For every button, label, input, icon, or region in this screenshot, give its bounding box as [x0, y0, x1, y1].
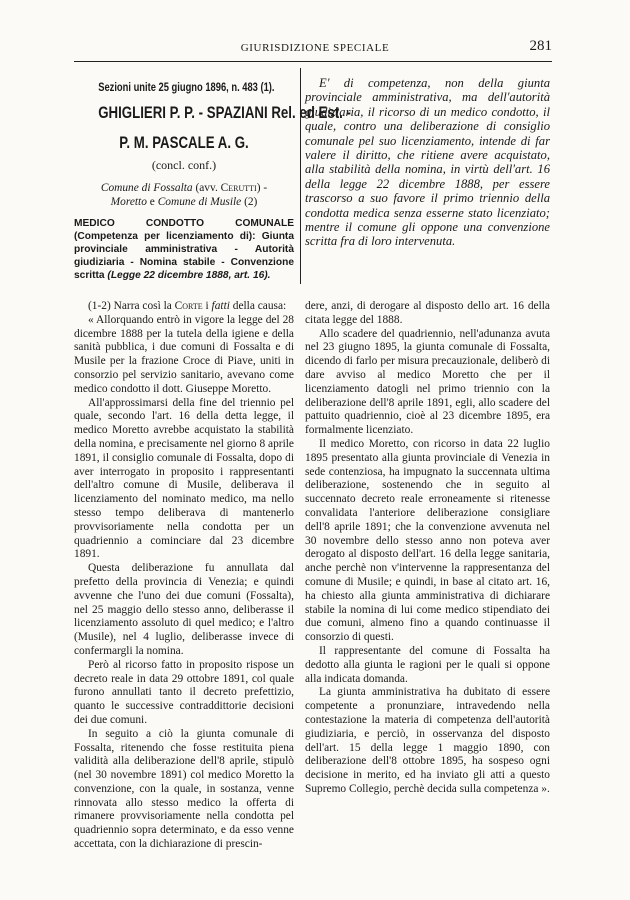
legal-principle	[305, 76, 550, 249]
parties-line-2: P. M. PASCALE A. G.	[119, 133, 249, 152]
paragraph: Il rappresentante del comune di Fossalta ha dedotto alla giunta le ragioni per le quali si oppone alla indicata domanda.	[305, 644, 550, 685]
parties-line-1: GHIGLIERI P. P. - SPAZIANI Rel. ed Est. -	[98, 103, 351, 122]
party-fossalta: Comune di Fossalta	[100, 182, 193, 194]
intro-court: Corte	[174, 300, 203, 312]
intro-open: (1-2) Narra così la	[88, 300, 175, 312]
counsel-name: Cerutti	[220, 182, 257, 194]
massima-text: MEDICO CONDOTTO COMUNALE (Competenza per licenziamento di): Giunta provinciale amministrativa - Autorità giudiziaria - Nomina stabile - Convenzione scritta	[74, 218, 294, 281]
header-rule	[74, 61, 552, 62]
litigants	[74, 181, 294, 209]
paragraph: In seguito a ciò la giunta comunale di Fossalta, ritenendo che fosse restituita piena validità alla deliberazione dell'8 aprile, stipulò (nel 30 novembre 1891) col medico Moretto la convenzione, con la quale, in sostanza, venne rinnovata allo stesso medico la offerta di rimanere provvisoriamente nella condotta pel quadriennio sopra determinato, e da esso venne accettata, con la dichiarazione di prescin-	[74, 727, 294, 851]
intro-mid: i	[202, 300, 212, 312]
massima	[74, 217, 294, 282]
column-divider	[300, 68, 301, 284]
intro-fatti: fatti	[211, 300, 230, 312]
party-moretto: Moretto	[110, 196, 147, 208]
court-line: Sezioni unite 25 giugno 1896, n. 483 (1).	[98, 80, 275, 94]
intro-close: della causa:	[229, 300, 287, 312]
paragraph: Però al ricorso fatto in proposito rispose un decreto reale in data 29 ottobre 1891, col quale furono annullati tanto il decreto prefettizio, quanto le successive contraddittorie decisioni dei due comuni.	[74, 658, 294, 726]
paragraph: Il medico Moretto, con ricorso in data 22 luglio 1895 presentato alla giunta provinciale di Venezia in sede contenziosa, ha impugnato la succennata ultima deliberazione, sostenendo che in seguito al succennato decreto reale erroneamente si ritenesse convalidata l'anteriore deliberazione consigliare dell'8 aprile 1891; che la convenzione avvenuta nel 30 novembre dello stesso anno non poteva aver derogato al disposto dell'art. 16 della legge sanitaria, anche perchè non v'intervenne la rappresentanza del comune di Musile; e quindi, in base al citato art. 16, ha chiesto alla giunta amministrativa di dichiarare stabile la nomina di lui come medico stipendiato dei due comuni, almeno fino a quando continuasse il consorzio di questi.	[305, 437, 550, 644]
paragraph: Questa deliberazione fu annullata dal prefetto della provincia di Venezia; e quindi avvenne che l'uno dei due comuni (Fossalta), nel 25 maggio dello stesso anno, deliberasse il licenziamento assoluto di quel medico; e l'altro (Musile), nel 4 luglio, deliberasse invece di confermargli la nomina.	[74, 562, 294, 657]
party-connector: e	[146, 196, 158, 208]
paragraph: Allo scadere del quadriennio, nell'adunanza avuta nel 23 giugno 1895, la giunta comunale di Fossalta, dicendo di farlo per misura precauzionale, deliberò di dare avviso al medico Moretto che per il licenziamento datogli nel primo triennio con la deliberazione dell'8 aprile 1891, egli, allo scadere del pattuito quadriennio, cioè al 23 dicembre 1895, era formalmente licenziato.	[305, 327, 550, 437]
decision-heading	[74, 76, 351, 282]
body-column-left	[74, 300, 294, 852]
paragraph: All'approssimarsi della fine del triennio pel quale, secondo l'art. 16 della detta legge, il medico Moretto avrebbe acquistato la stabilità della nomina, e precisamente nel giorno 8 aprile 1891, il consiglio comunale di Fossalta, dopo di aver interrogato in proposito i rappresentanti dell'altro comune di Musile, deliberava il licenziamento del nominato medico, ma nello stesso tempo deliberava di mantenerlo provvisoriamente nella condotta per un quadriennio a cominciare dal 23 dicembre 1891.	[74, 396, 294, 561]
counsel-close: ) -	[256, 182, 268, 194]
continued-paragraph: dere, anzi, di derogare al disposto dello art. 16 della citata legge del 1888.	[305, 300, 550, 326]
counsel-open: (avv.	[192, 182, 221, 194]
footnote-ref: (2)	[241, 196, 258, 208]
page-number: 281	[529, 38, 552, 54]
body-column-right	[305, 300, 550, 797]
massima-law-ref: (Legge 22 dicembre 1888, art. 16).	[107, 270, 271, 281]
principle-text: E' di competenza, non della giunta provinciale amministrativa, ma dell'autorità giudiziaria, il ricorso di un medico condotto, il quale, contro una deliberazione di consiglio comunale pel suo licenziamento, intende di far valere il diritto, che ritiene avere acquistato, alla stabilità della nomina, in virtù dell'art. 16 della legge 22 dicembre 1888, per essere trascorso a suo favore il primo triennio della condotta medica senza esserne stato licenziato; mentre il comune gli oppone una convenzione scritta fra di loro intervenuta.	[305, 76, 550, 249]
paragraph: La giunta amministrativa ha dubitato di essere competente a pronunziare, intravedendo nella contestazione la materia di competenza dell'autorità giudiziaria, e perciò, in osservanza del disposto dell'art. 15 della legge 1 maggio 1890, con deliberazione dell'8 ottobre 1895, ha sospeso ogni decisione in merito, ed ha inviato gli atti a questo Supremo Collegio, perchè decida sulla competenza ».	[305, 686, 550, 795]
conclusion-note: (concl. conf.)	[151, 158, 217, 172]
intro-paragraph	[74, 300, 294, 314]
paragraph: « Allorquando entrò in vigore la legge del 28 dicembre 1888 per la tutela della igiene e della sanità pubblica, i due comuni di Fossalta e di Musile per la frazione Croce di Piave, uniti in consorzio pel servizio sanitario, avevano come medico condotto il dott. Giuseppe Moretto.	[74, 313, 294, 395]
running-header: GIURISDIZIONE SPECIALE	[240, 42, 390, 54]
party-musile: Comune di Musile	[157, 196, 242, 208]
